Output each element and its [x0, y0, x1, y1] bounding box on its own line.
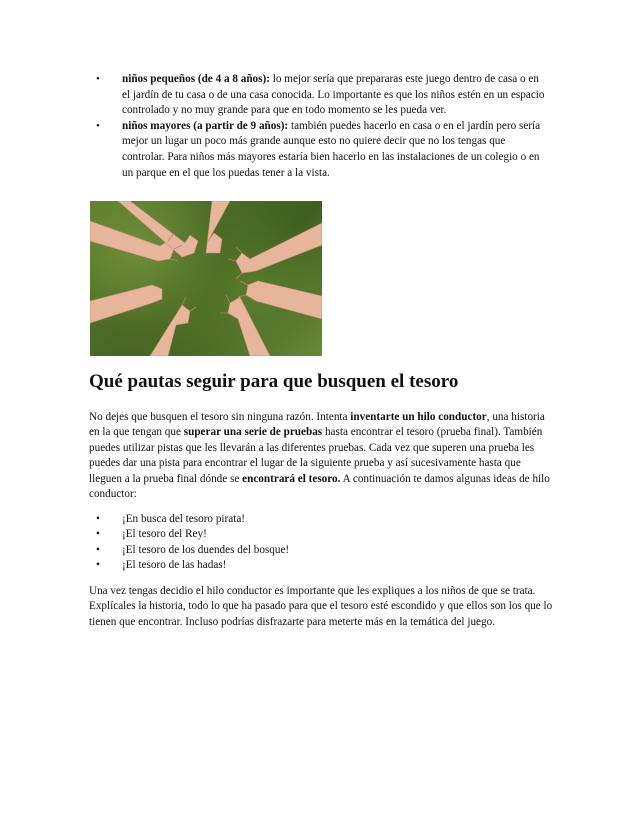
bullet-icon: •: [96, 513, 100, 525]
bullet-icon: •: [96, 73, 100, 85]
list-item-bold: niños mayores (a partir de 9 años):: [122, 119, 289, 132]
list-item-bold: niños pequeños (de 4 a 8 años):: [122, 73, 270, 85]
bullet-icon: •: [96, 528, 100, 541]
paragraph-text: A continuación te damos algunas ideas de hilo conductor:: [89, 472, 550, 501]
list-item-text: ¡En busca del tesoro pirata!: [122, 513, 246, 525]
list-item-text: lo mejor sería que prepararas este juego dentro de casa o en el jardín de tu casa o de una casa conocida. Lo importante es que los niños estén en un espacio controlado y no muy grande para que en todo momento se les pueda ver.: [122, 73, 545, 117]
paragraph-text: hasta encontrar el tesoro (prueba final). También puedes utilizar pistas que les llevarán a las diferentes pruebas. Cada vez que superen una prueba les puedes dar una pista para encontrar el lugar de la siguiente prueba y así sucesivamente hasta que lleguen a la prueba final dónde se: [89, 426, 543, 485]
bullet-icon: •: [96, 559, 100, 572]
theme-ideas-list: [96, 512, 496, 574]
list-item: [96, 558, 496, 573]
list-item: [96, 543, 496, 558]
paragraph-bold: encontrará el tesoro.: [242, 472, 341, 485]
paragraph-text: No dejes que busquen el tesoro sin ninguna razón. Intenta: [89, 411, 351, 423]
bullet-icon: •: [96, 543, 100, 556]
closing-paragraph: Una vez tengas decidio el hilo conductor es importante que les expliques a los niños de que se trata. Explícales la historia, todo lo que ha pasado para que el tesoro esté escondido y que ellos son los que lo tienen que encontrar. Incluso podrías disfrazarte para meterte más en la temática del juego.: [89, 585, 553, 628]
hands-on-grass-photo: [90, 201, 322, 356]
paragraph-bold: inventarte un hilo conductor: [350, 411, 487, 423]
intro-paragraph: [89, 410, 554, 502]
list-item: [96, 119, 546, 181]
bullet-icon: •: [96, 119, 100, 132]
list-item-text: ¡El tesoro de los duendes del bosque!: [122, 543, 290, 556]
paragraph-text: , una historia en la que tengan que: [89, 411, 545, 439]
list-item-text: también puedes hacerlo en casa o en el jardín pero sería mejor un lugar un poco más grande aunque esto no quiere decir que no los tengas que controlar. Para niños más mayores estaría bien hacerlo en las instalaciones de un colegio o en un parque en el que los puedas tener a la vista.: [122, 119, 541, 179]
paragraph-bold: superar una serie de pruebas: [183, 426, 323, 439]
age-group-list: [96, 72, 546, 181]
list-item-text: ¡El tesoro de las hadas!: [122, 559, 227, 572]
list-item-text: ¡El tesoro del Rey!: [122, 528, 207, 541]
list-item: [96, 72, 546, 119]
section-heading: Qué pautas seguir para que busquen el tesoro: [89, 371, 459, 392]
list-item: [96, 527, 496, 542]
list-item: [96, 512, 496, 527]
